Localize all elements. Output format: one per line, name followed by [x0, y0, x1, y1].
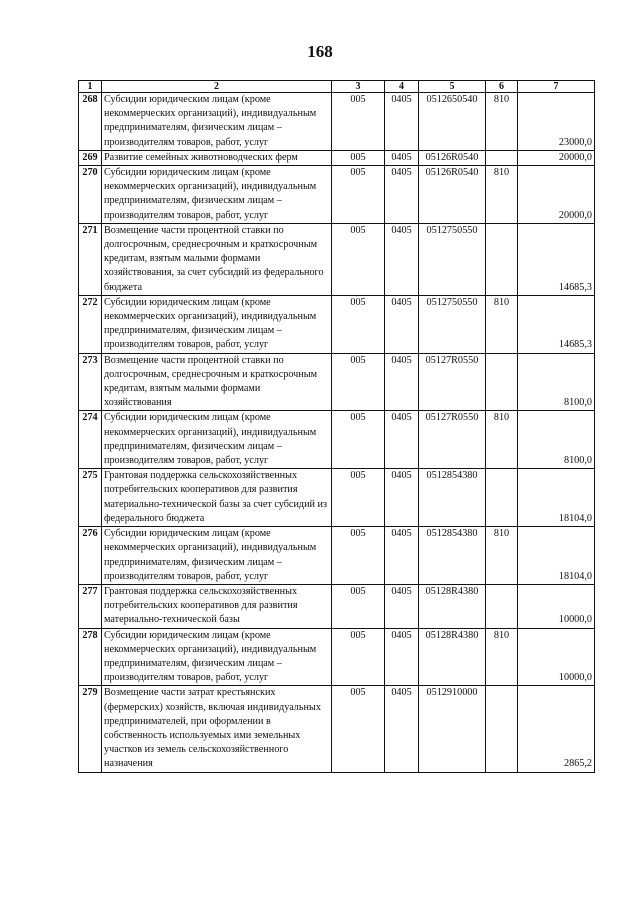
target-article-code: 0512650540	[419, 93, 486, 151]
row-number: 270	[79, 166, 102, 224]
column-header: 3	[332, 81, 385, 93]
row-description: Субсидии юридическим лицам (кроме некоммерческих организаций), индивидуальным предпринимателям, физическим лицам – производителям товаров, работ, услуг	[102, 166, 332, 224]
section-code: 0405	[385, 150, 419, 165]
target-article-code: 0512750550	[419, 223, 486, 295]
row-description: Развитие семейных животноводческих ферм	[102, 150, 332, 165]
table-row	[79, 150, 595, 165]
amount: 23000,0	[518, 93, 595, 151]
table-row	[79, 353, 595, 411]
table-row	[79, 295, 595, 353]
amount: 18104,0	[518, 527, 595, 585]
target-article-code: 0512854380	[419, 527, 486, 585]
chapter-code: 005	[332, 223, 385, 295]
target-article-code: 05127R0550	[419, 411, 486, 469]
target-article-code: 0512750550	[419, 295, 486, 353]
section-code: 0405	[385, 166, 419, 224]
expense-type-code: 810	[486, 93, 518, 151]
row-number: 278	[79, 628, 102, 686]
page-number: 168	[307, 42, 333, 61]
amount: 10000,0	[518, 584, 595, 628]
row-number: 276	[79, 527, 102, 585]
chapter-code: 005	[332, 295, 385, 353]
amount: 20000,0	[518, 150, 595, 165]
table-row	[79, 166, 595, 224]
expense-type-code	[486, 686, 518, 772]
section-code: 0405	[385, 353, 419, 411]
section-code: 0405	[385, 628, 419, 686]
chapter-code: 005	[332, 411, 385, 469]
table-row	[79, 469, 595, 527]
row-description: Субсидии юридическим лицам (кроме некоммерческих организаций), индивидуальным предпринимателям, физическим лицам – производителям товаров, работ, услуг	[102, 295, 332, 353]
table-header-row	[79, 81, 595, 93]
amount: 14685,3	[518, 295, 595, 353]
row-number: 272	[79, 295, 102, 353]
budget-table	[78, 80, 595, 773]
target-article-code: 05126R0540	[419, 150, 486, 165]
row-description: Возмещение части процентной ставки по долгосрочным, среднесрочным и краткосрочным кредитам, взятым малыми формами хозяйствования	[102, 353, 332, 411]
table-row	[79, 93, 595, 151]
target-article-code: 0512910000	[419, 686, 486, 772]
column-header: 6	[486, 81, 518, 93]
expense-type-code: 810	[486, 166, 518, 224]
row-description: Возмещение части процентной ставки по долгосрочным, среднесрочным и краткосрочным кредитам, взятым малыми формами хозяйствования, за счет субсидий из федерального бюджета	[102, 223, 332, 295]
chapter-code: 005	[332, 150, 385, 165]
row-description: Субсидии юридическим лицам (кроме некоммерческих организаций), индивидуальным предпринимателям, физическим лицам – производителям товаров, работ, услуг	[102, 93, 332, 151]
column-header: 4	[385, 81, 419, 93]
column-header: 7	[518, 81, 595, 93]
row-number: 271	[79, 223, 102, 295]
amount: 20000,0	[518, 166, 595, 224]
amount: 8100,0	[518, 411, 595, 469]
target-article-code: 05126R0540	[419, 166, 486, 224]
column-header: 1	[79, 81, 102, 93]
target-article-code: 05128R4380	[419, 628, 486, 686]
section-code: 0405	[385, 93, 419, 151]
row-number: 275	[79, 469, 102, 527]
expense-type-code	[486, 150, 518, 165]
column-header: 2	[102, 81, 332, 93]
amount: 8100,0	[518, 353, 595, 411]
target-article-code: 05127R0550	[419, 353, 486, 411]
chapter-code: 005	[332, 353, 385, 411]
chapter-code: 005	[332, 686, 385, 772]
chapter-code: 005	[332, 527, 385, 585]
row-number: 273	[79, 353, 102, 411]
row-number: 274	[79, 411, 102, 469]
row-description: Грантовая поддержка сельскохозяйственных потребительских кооперативов для развития материально-технической базы	[102, 584, 332, 628]
section-code: 0405	[385, 223, 419, 295]
table-row	[79, 411, 595, 469]
row-number: 269	[79, 150, 102, 165]
chapter-code: 005	[332, 166, 385, 224]
row-number: 277	[79, 584, 102, 628]
row-number: 268	[79, 93, 102, 151]
section-code: 0405	[385, 527, 419, 585]
amount: 2865,2	[518, 686, 595, 772]
expense-type-code: 810	[486, 628, 518, 686]
chapter-code: 005	[332, 628, 385, 686]
expense-type-code: 810	[486, 411, 518, 469]
target-article-code: 05128R4380	[419, 584, 486, 628]
amount: 10000,0	[518, 628, 595, 686]
table-row	[79, 584, 595, 628]
table-row	[79, 223, 595, 295]
chapter-code: 005	[332, 93, 385, 151]
section-code: 0405	[385, 411, 419, 469]
expense-type-code: 810	[486, 527, 518, 585]
table-row	[79, 628, 595, 686]
table-row	[79, 686, 595, 772]
target-article-code: 0512854380	[419, 469, 486, 527]
section-code: 0405	[385, 686, 419, 772]
row-description: Субсидии юридическим лицам (кроме некоммерческих организаций), индивидуальным предпринимателям, физическим лицам – производителям товаров, работ, услуг	[102, 628, 332, 686]
column-header: 5	[419, 81, 486, 93]
expense-type-code: 810	[486, 295, 518, 353]
chapter-code: 005	[332, 584, 385, 628]
section-code: 0405	[385, 469, 419, 527]
expense-type-code	[486, 469, 518, 527]
row-description: Возмещение части затрат крестьянских (фермерских) хозяйств, включая индивидуальных предпринимателей, при оформлении в собственность используемых ими земельных участков из земель сельскохозяйственного назначения	[102, 686, 332, 772]
row-description: Грантовая поддержка сельскохозяйственных потребительских кооперативов для развития материально-технической базы за счет субсидий из федерального бюджета	[102, 469, 332, 527]
chapter-code: 005	[332, 469, 385, 527]
expense-type-code	[486, 223, 518, 295]
expense-type-code	[486, 584, 518, 628]
row-description: Субсидии юридическим лицам (кроме некоммерческих организаций), индивидуальным предпринимателям, физическим лицам – производителям товаров, работ, услуг	[102, 527, 332, 585]
row-number: 279	[79, 686, 102, 772]
table-row	[79, 527, 595, 585]
amount: 14685,3	[518, 223, 595, 295]
expense-type-code	[486, 353, 518, 411]
amount: 18104,0	[518, 469, 595, 527]
row-description: Субсидии юридическим лицам (кроме некоммерческих организаций), индивидуальным предпринимателям, физическим лицам – производителям товаров, работ, услуг	[102, 411, 332, 469]
section-code: 0405	[385, 584, 419, 628]
section-code: 0405	[385, 295, 419, 353]
